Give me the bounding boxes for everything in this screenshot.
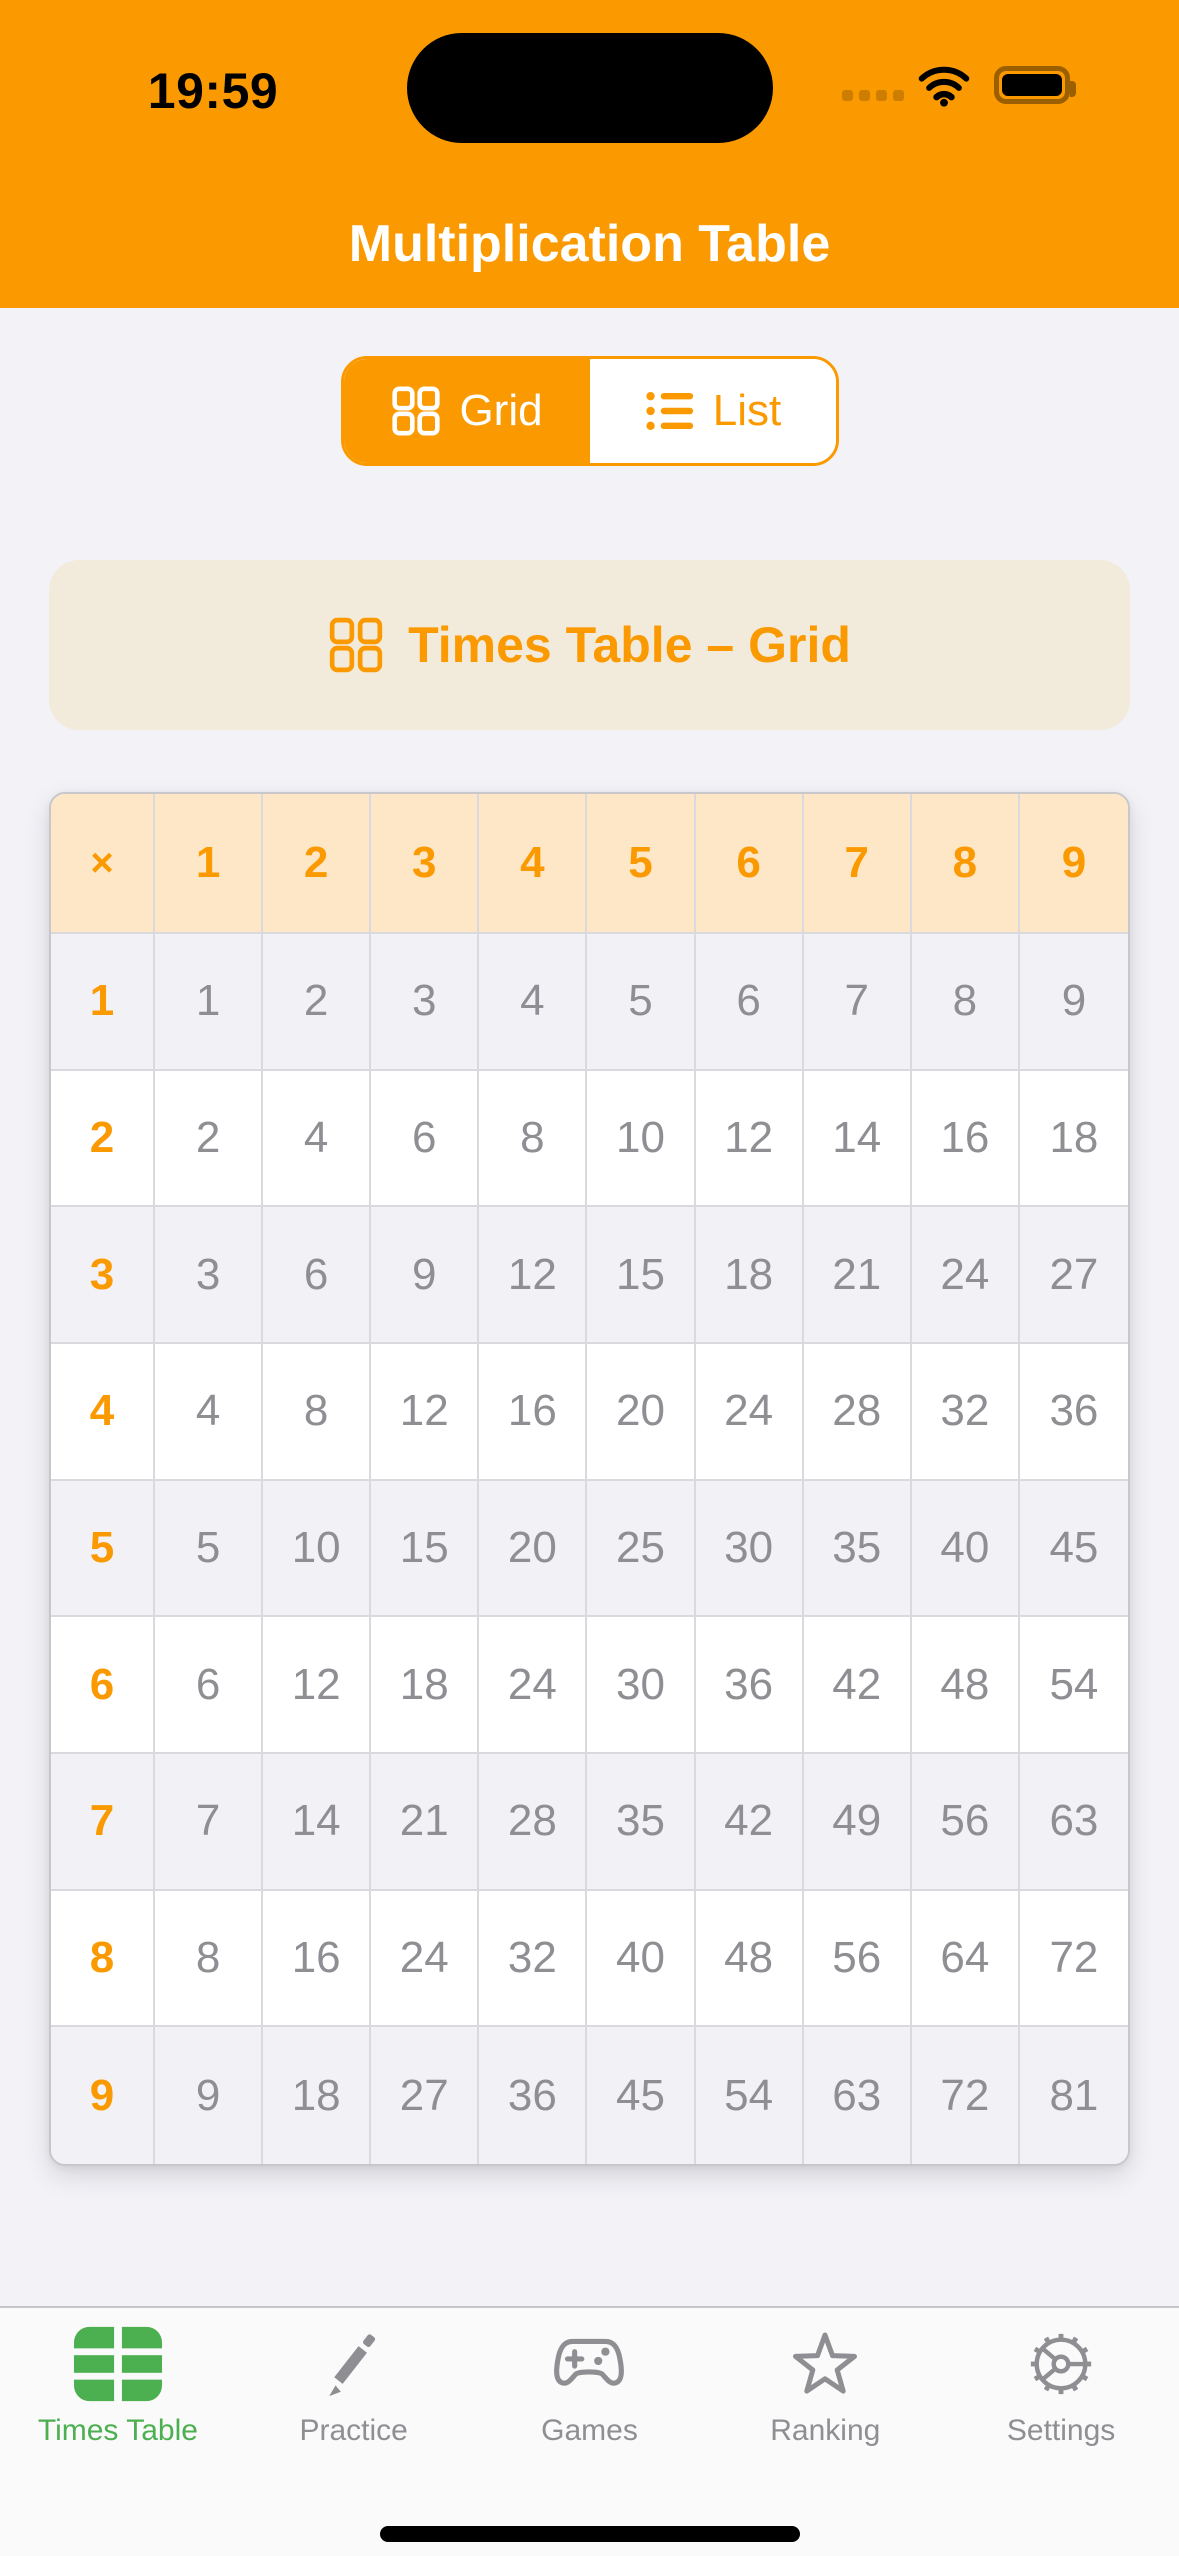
col-header-cell: 5 [587,794,695,934]
wifi-icon [918,64,970,108]
table-cell: 36 [696,1617,804,1754]
gear-icon [1026,2329,1096,2399]
dynamic-island [407,33,773,143]
table-cell: 42 [696,1754,804,1891]
table-cell: 45 [1020,1481,1128,1618]
battery-icon [994,66,1070,104]
table-cell: 12 [479,1207,587,1344]
col-header-cell: 3 [371,794,479,934]
col-header-cell: 4 [479,794,587,934]
table-cell: 54 [1020,1617,1128,1754]
tab-item-practice[interactable] [236,2308,472,2556]
table-cell: 64 [912,1891,1020,2028]
table-cell: 4 [263,1071,371,1208]
tab-label: Ranking [770,2414,881,2447]
table-cell: 32 [912,1344,1020,1481]
table-cell: 16 [263,1891,371,2028]
table-cell: 5 [155,1481,263,1618]
table-cell: 81 [1020,2027,1128,2164]
table-cell: 25 [587,1481,695,1618]
table-cell: 28 [804,1344,912,1481]
multiplication-table [49,792,1130,2166]
table-cell: 5 [587,934,695,1071]
table-cell: 3 [155,1207,263,1344]
table-cell: 14 [263,1754,371,1891]
col-header-cell: 2 [263,794,371,934]
col-header-cell: 1 [155,794,263,934]
table-cell: 40 [587,1891,695,2028]
table-cell: 21 [804,1207,912,1344]
table-cell: 24 [696,1344,804,1481]
table-cell: 18 [263,2027,371,2164]
table-cell: 12 [371,1344,479,1481]
list-view-label: List [712,386,782,435]
status-time: 19:59 [147,63,279,119]
table-cell: 8 [912,934,1020,1071]
table-cell: 48 [696,1891,804,2028]
table-cell: 56 [912,1754,1020,1891]
table-cell: 63 [804,2027,912,2164]
table-cell: 16 [912,1071,1020,1208]
row-header-cell: 8 [51,1891,155,2028]
battery-cap [1070,81,1076,97]
table-cell: 6 [696,934,804,1071]
table-cell: 3 [371,934,479,1071]
tab-item-settings[interactable] [943,2308,1179,2556]
section-banner [49,560,1130,730]
table-cell: 12 [696,1071,804,1208]
table-cell: 27 [1020,1207,1128,1344]
view-mode-toggle [341,356,839,466]
table-cell: 18 [1020,1071,1128,1208]
list-icon [645,386,695,436]
grid-icon [391,386,441,436]
col-header-cell: 9 [1020,794,1128,934]
col-header-cell: 8 [912,794,1020,934]
table-cell: 2 [155,1071,263,1208]
table-cell: 48 [912,1617,1020,1754]
table-cell: 7 [155,1754,263,1891]
table-cell: 15 [587,1207,695,1344]
table-cell: 30 [696,1481,804,1618]
table-cell: 16 [479,1344,587,1481]
gamepad-icon [548,2334,630,2394]
table-cell: 6 [263,1207,371,1344]
table-cell: 18 [371,1617,479,1754]
tab-label: Times Table [37,2414,198,2447]
grid-view-button[interactable] [344,359,590,463]
table-cell: 36 [1020,1344,1128,1481]
col-header-cell: 6 [696,794,804,934]
table-cell: 20 [587,1344,695,1481]
table-cell: 10 [263,1481,371,1618]
table-cell: 49 [804,1754,912,1891]
grid-view-label: Grid [459,386,543,435]
row-header-cell: 6 [51,1617,155,1754]
tab-item-games[interactable] [472,2308,708,2556]
table-corner-cell: × [51,794,155,934]
row-header-cell: 7 [51,1754,155,1891]
row-header-cell: 9 [51,2027,155,2164]
battery-fill [1002,74,1062,96]
table-cell: 40 [912,1481,1020,1618]
table-cell: 24 [479,1617,587,1754]
table-cell: 4 [155,1344,263,1481]
list-view-button[interactable] [590,359,836,463]
table-cell: 54 [696,2027,804,2164]
star-icon [789,2331,861,2397]
table-cell: 7 [804,934,912,1071]
table-cell: 35 [804,1481,912,1618]
table-cell: 35 [587,1754,695,1891]
table-cell: 24 [912,1207,1020,1344]
table-cell: 72 [1020,1891,1128,2028]
table-cell: 27 [371,2027,479,2164]
table-cell: 30 [587,1617,695,1754]
pencil-icon [319,2329,389,2399]
table-cell: 8 [155,1891,263,2028]
row-header-cell: 5 [51,1481,155,1618]
table-cell: 1 [155,934,263,1071]
table-cell: 14 [804,1071,912,1208]
tab-item-ranking[interactable] [707,2308,943,2556]
col-header-cell: 7 [804,794,912,934]
table-cell: 21 [371,1754,479,1891]
tab-label: Games [541,2414,638,2447]
tab-label: Practice [299,2414,408,2447]
row-header-cell: 3 [51,1207,155,1344]
row-header-cell: 2 [51,1071,155,1208]
table-cell: 8 [479,1071,587,1208]
table-cell: 9 [155,2027,263,2164]
table-cell: 12 [263,1617,371,1754]
table-cell: 72 [912,2027,1020,2164]
table-cell: 18 [696,1207,804,1344]
table-cell: 10 [587,1071,695,1208]
table-cell: 6 [371,1071,479,1208]
page-title: Multiplication Table [348,215,831,273]
home-indicator[interactable] [380,2526,800,2542]
banner-title: Times Table – Grid [408,617,851,673]
grid-icon [328,617,384,673]
table-cell: 56 [804,1891,912,2028]
table-cell: 8 [263,1344,371,1481]
table-cell: 9 [371,1207,479,1344]
cellular-signal-icon [842,90,904,101]
header [0,0,1179,308]
table-cell: 6 [155,1617,263,1754]
table-cell: 20 [479,1481,587,1618]
tab-bar [0,2306,1179,2556]
row-header-cell: 4 [51,1344,155,1481]
table-cell: 63 [1020,1754,1128,1891]
table-cell: 36 [479,2027,587,2164]
table-cell: 28 [479,1754,587,1891]
table-cell: 45 [587,2027,695,2164]
tab-label: Settings [1006,2414,1116,2447]
row-header-cell: 1 [51,934,155,1071]
table-cell: 2 [263,934,371,1071]
tab-item-times-table[interactable] [0,2308,236,2556]
table-cell: 9 [1020,934,1128,1071]
times-table-icon [73,2325,163,2403]
table-cell: 42 [804,1617,912,1754]
table-cell: 4 [479,934,587,1071]
table-cell: 15 [371,1481,479,1618]
table-cell: 24 [371,1891,479,2028]
table-cell: 32 [479,1891,587,2028]
